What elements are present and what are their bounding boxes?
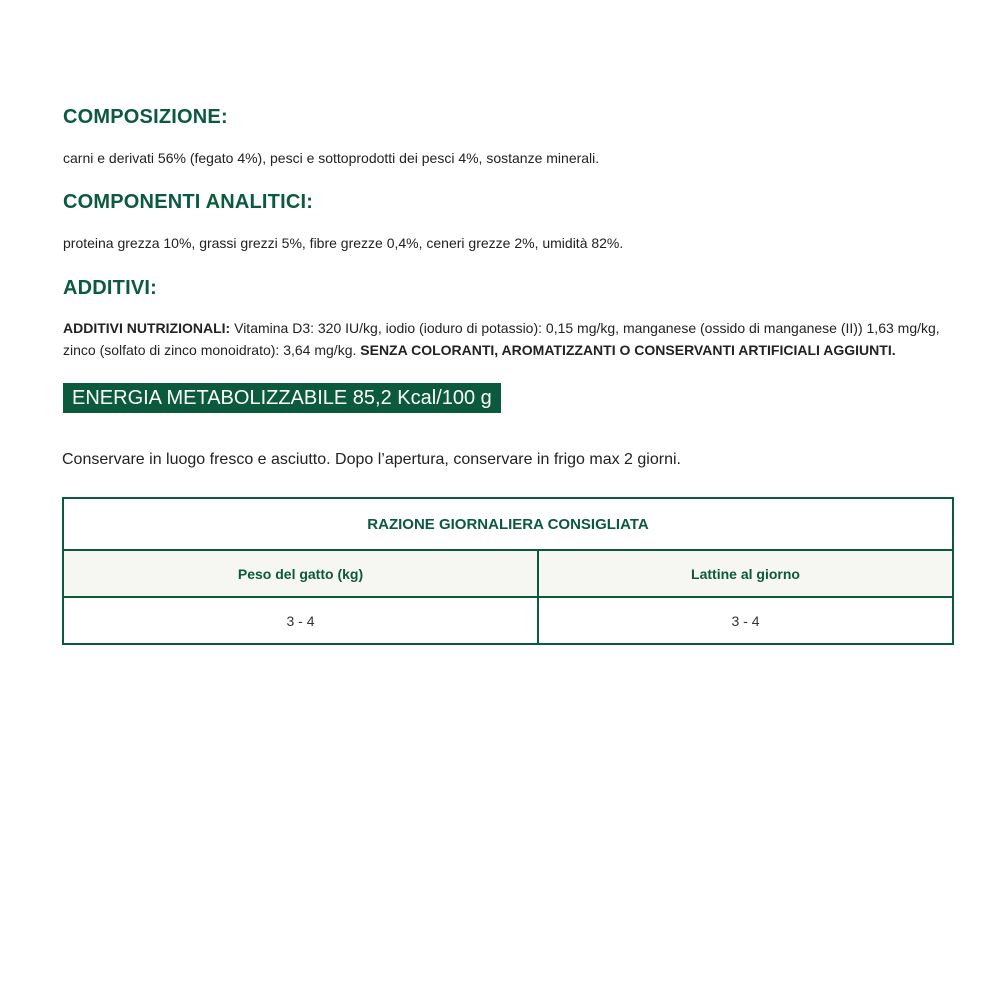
additivi-details: Vitamina D3: 320 IU/kg, iodio (ioduro di potassio): 0,15 mg/kg, manganese (ossido di manganese (II)) 1,63 mg/kg, zinco (solfato di zinco monoidrato): 3,64 mg/kg.: [63, 320, 940, 358]
additivi-note: SENZA COLORANTI, AROMATIZZANTI O CONSERVANTI ARTIFICIALI AGGIUNTI.: [360, 342, 896, 358]
storage-instructions: Conservare in luogo fresco e asciutto. Dopo l’apertura, conservare in frigo max 2 giorni.: [62, 451, 681, 468]
column-header-cans: Lattine al giorno: [538, 550, 953, 597]
table-row: [63, 597, 953, 644]
column-header-weight: Peso del gatto (kg): [63, 550, 538, 597]
cell-cans: 3 - 4: [538, 597, 953, 644]
ration-table-title: RAZIONE GIORNALIERA CONSIGLIATA: [63, 498, 953, 550]
additivi-text: [63, 317, 963, 361]
componenti-analitici-text: proteina grezza 10%, grassi grezzi 5%, fibre grezze 0,4%, ceneri grezze 2%, umidità 82%.: [63, 235, 624, 251]
energy-badge: ENERGIA METABOLIZZABILE 85,2 Kcal/100 g: [63, 383, 501, 413]
composizione-text: carni e derivati 56% (fegato 4%), pesci e sottoprodotti dei pesci 4%, sostanze minerali.: [63, 150, 600, 166]
additivi-label: ADDITIVI NUTRIZIONALI:: [63, 320, 231, 336]
ration-table: [62, 497, 954, 645]
composizione-title: COMPOSIZIONE:: [63, 106, 228, 128]
cell-weight: 3 - 4: [63, 597, 538, 644]
additivi-title: ADDITIVI:: [63, 277, 158, 299]
componenti-analitici-title: COMPONENTI ANALITICI:: [63, 191, 314, 213]
